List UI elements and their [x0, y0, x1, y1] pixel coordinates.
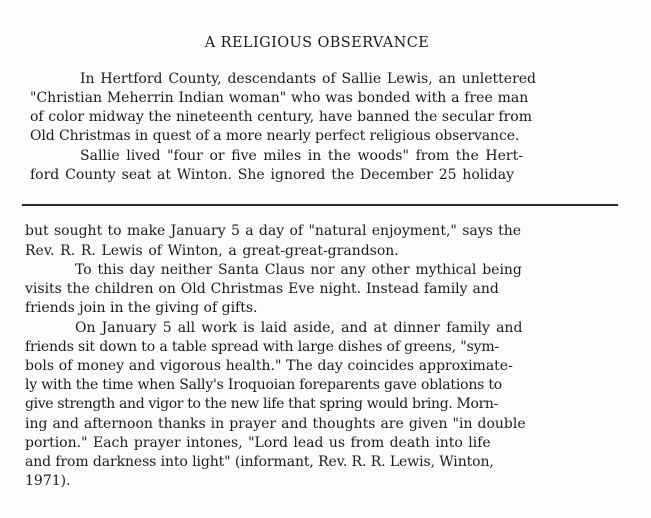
lower-line-1: but sought to make January 5 a day of "natural enjoyment," says the [25, 223, 522, 239]
lower-line-5: friends join in the giving of gifts. [25, 300, 258, 316]
lower-line-9: ly with the time when Sally's Iroquoian foreparents gave oblations to [25, 377, 503, 393]
lower-line-6: On January 5 all work is laid aside, and at dinner family and [75, 320, 523, 336]
lower-line-12: portion." Each prayer intones, "Lord lead us from death into life [25, 435, 491, 451]
lower-line-11: ing and afternoon thanks in prayer and thoughts are given "in double [25, 416, 526, 432]
upper-line-4: Old Christmas in quest of a more nearly perfect religious observance. [30, 128, 520, 144]
lower-line-13: and from darkness into light" (informant, Rev. R. R. Lewis, Winton, [25, 454, 494, 470]
lower-line-14: 1971). [25, 473, 71, 489]
document-title: A RELIGIOUS OBSERVANCE [204, 35, 430, 51]
upper-text-block [14, 0, 620, 200]
section-divider [22, 204, 618, 206]
lower-line-8: bols of money and vigorous health." The day coincides approximate- [25, 358, 513, 374]
upper-line-1: In Hertford County, descendants of Sallie Lewis, an unlettered [80, 71, 537, 87]
lower-line-7: friends sit down to a table spread with large dishes of greens, "sym- [25, 339, 500, 355]
lower-line-10: give strength and vigor to the new life that spring would bring. Morn- [25, 396, 498, 412]
upper-line-6: ford County seat at Winton. She ignored the December 25 holiday [30, 167, 514, 183]
lower-line-4: visits the children on Old Christmas Eve night. Instead family and [25, 281, 499, 297]
upper-line-3: of color midway the nineteenth century, have banned the secular from [30, 109, 532, 125]
upper-line-2: "Christian Meherrin Indian woman" who was bonded with a free man [30, 90, 529, 106]
lower-line-2: Rev. R. R. Lewis of Winton, a great-great-grandson. [25, 243, 399, 259]
lower-line-3: To this day neither Santa Claus nor any other mythical being [75, 262, 522, 278]
upper-line-5: Sallie lived "four or five miles in the woods" from the Hert- [80, 148, 523, 164]
lower-text-block [14, 212, 618, 512]
